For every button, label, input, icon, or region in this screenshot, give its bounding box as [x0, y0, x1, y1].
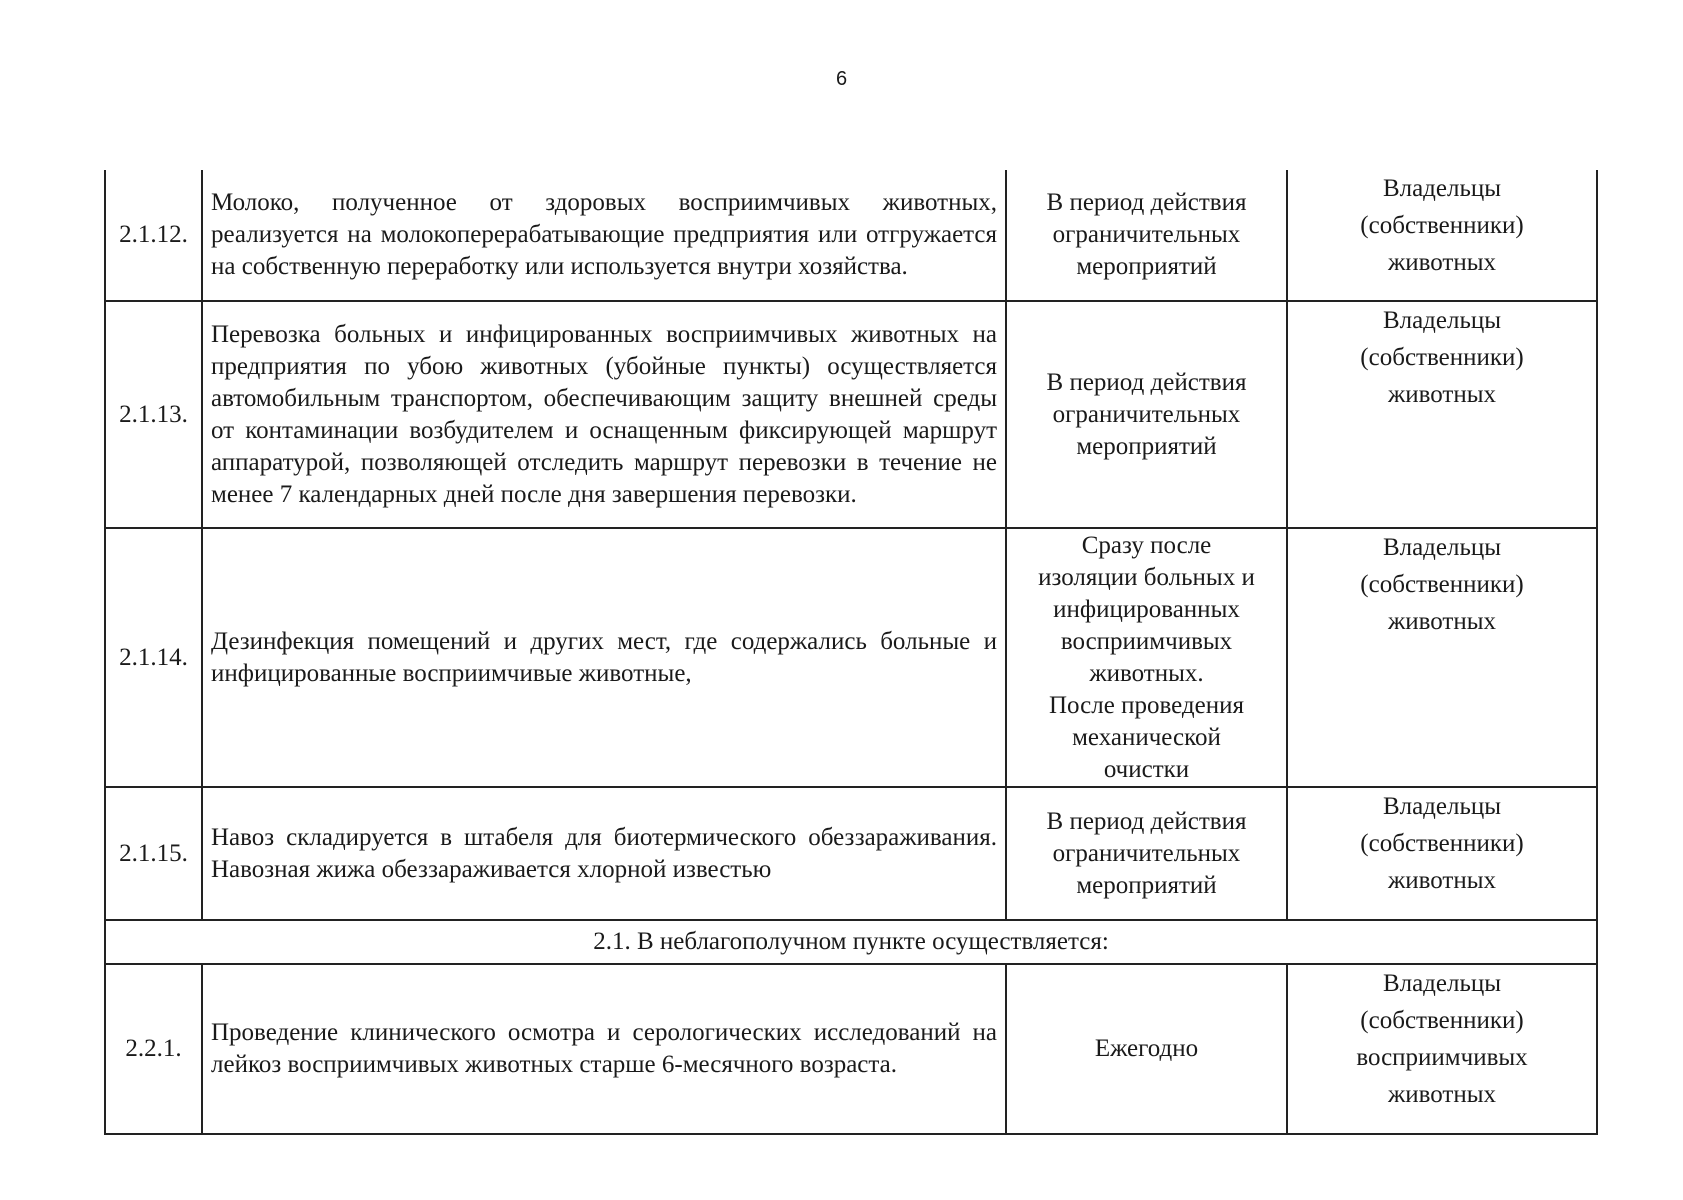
row-period: В период действия ограничительных мероприятий	[1006, 301, 1287, 528]
row-period: Ежегодно	[1006, 964, 1287, 1134]
row-responsible: Владельцы (собственники) восприимчивых животных	[1287, 964, 1597, 1134]
row-number: 2.2.1.	[105, 964, 202, 1134]
row-period: В период действия ограничительных мероприятий	[1006, 170, 1287, 301]
row-number: 2.1.13.	[105, 301, 202, 528]
row-responsible: Владельцы (собственники) животных	[1287, 170, 1597, 301]
row-number: 2.1.12.	[105, 170, 202, 301]
row-description: Навоз складируется в штабеля для биотермического обеззараживания. Навозная жижа обеззараживается хлорной известью	[202, 787, 1006, 920]
row-number: 2.1.14.	[105, 528, 202, 787]
section-header-row	[105, 920, 1597, 964]
table-row	[105, 964, 1597, 1134]
table-row	[105, 787, 1597, 920]
table-row	[105, 170, 1597, 301]
table-row	[105, 301, 1597, 528]
measures-table	[104, 170, 1598, 1135]
row-responsible: Владельцы (собственники) животных	[1287, 301, 1597, 528]
row-description: Дезинфекция помещений и других мест, где содержались больные и инфицированные восприимчивые животные,	[202, 528, 1006, 787]
page-number: 6	[835, 68, 848, 90]
table-row	[105, 528, 1597, 787]
row-period: В период действия ограничительных мероприятий	[1006, 787, 1287, 920]
row-period: Сразу после изоляции больных и инфицированных восприимчивых животных. После проведения механической очистки	[1006, 528, 1287, 787]
row-number: 2.1.15.	[105, 787, 202, 920]
row-description: Проведение клинического осмотра и серологических исследований на лейкоз восприимчивых животных старше 6-месячного возраста.	[202, 964, 1006, 1134]
row-responsible: Владельцы (собственники) животных	[1287, 787, 1597, 920]
row-description: Молоко, полученное от здоровых восприимчивых животных, реализуется на молокоперерабатывающие предприятия или отгружается на собственную переработку или используется внутри хозяйства.	[202, 170, 1006, 301]
row-description: Перевозка больных и инфицированных восприимчивых животных на предприятия по убою животных (убойные пункты) осуществляется автомобильным транспортом, обеспечивающим защиту внешней среды от контаминации возбудителем и оснащенным фиксирующей маршрут аппаратурой, позволяющей отследить маршрут перевозки в течение не менее 7 календарных дней после дня завершения перевозки.	[202, 301, 1006, 528]
row-responsible: Владельцы (собственники) животных	[1287, 528, 1597, 787]
section-title: 2.1. В неблагополучном пункте осуществляется:	[105, 920, 1597, 964]
